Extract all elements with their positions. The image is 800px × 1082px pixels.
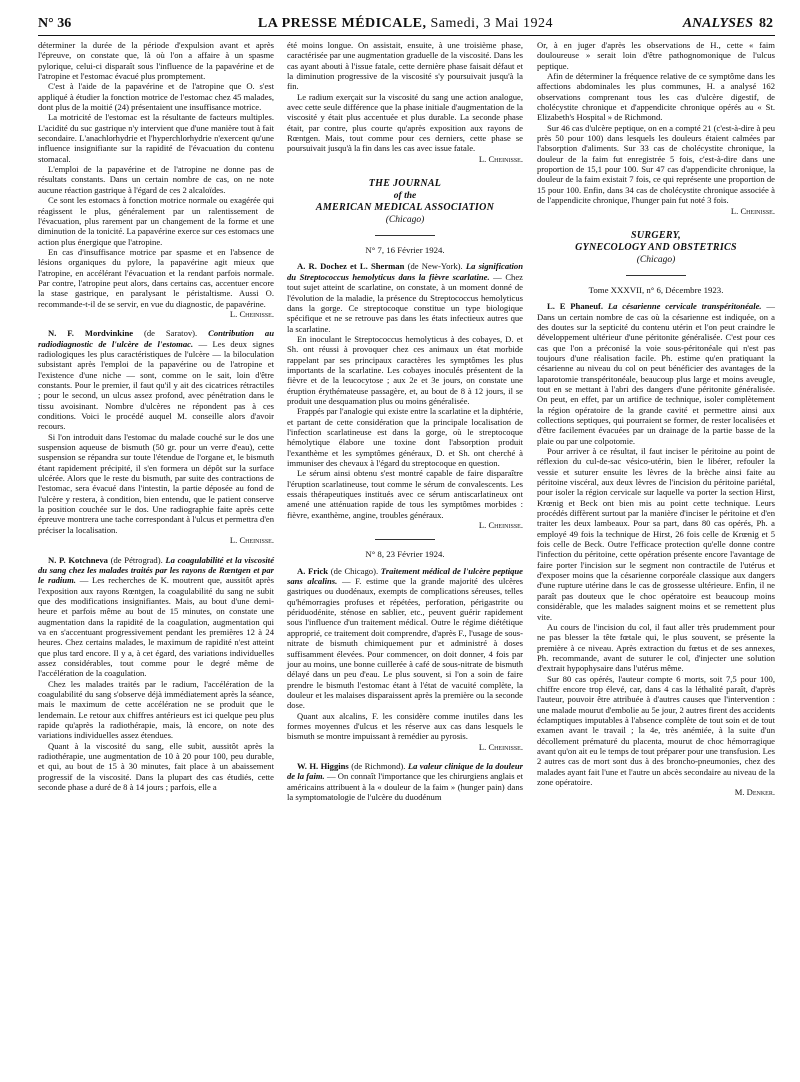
journal-heading-jama <box>287 178 523 226</box>
paragraph: Pour arriver à ce résultat, il faut inciser le péritoine au point de réflexion du cul-de-sac vésico-utérin, bien le libérer, refouler la vessie et suturer ensuite les lèvres de la brèche ainsi faite au péritoine viscéral, aux deux lèvres de l'incision du péritoine pariétal, pour isoler la région cervicale sur laquelle va porter la section Hirst, Krœnig et Beck ont bien mis au point cette technique. Leurs procédés diffèrent surtout par la manière d'inciser le péritoine et d'en traiter les deux lambeaux. Pour sa part, dans 80 cas opérés, Ph. a employé 49 fois la technique de Hirst, 26 fois celle de Krœnig et 5 fois celle de Beck. Outre l'efficace protection qu'elle donne contre l'infection du péritoine, cette opération présente encore l'avantage de faire porter l'incision sur le segment non contractile de l'utérus et d'exposer moins que la césarienne corporéale classique aux dangers d'une rupture utérine dans le cas de grossesse ultérieure. Enfin, il ne paraît pas douteux que le choc opératoire est beaucoup moins considérable, que les malades saignent moins et se remettent plus vite. <box>537 446 775 622</box>
issue-date: Samedi, 3 Mai 1924 <box>430 16 554 31</box>
article-text: — F. estime que la grande majorité des ulcères gastriques ou duodénaux, exempts de complications séreuses, telles qu'hémorragies profuses et répétées, perforation, périgastrite ou périduodénite, sténose en sablier, etc., peuvent guérir rapidement sous l'influence d'un traitement médical. Outre le régime diététique approprié, ce traitement doit comprendre, d'après F., l'usage de sous-nitrate de bismuth chimiquement pur et administré à doses suffisamment élevées. Pour commencer, on doit donner, 4 fois par jour au moins, une bonne cuillerée à café de sous-nitrate de bismuth délayé dans un peu d'eau. Le plus souvent, si l'on a soin de faire prendre le bismuth l'estomac étant à l'état de vacuité complète, la douleur et les malaises disparaissent après la première ou la seconde dose. <box>287 576 523 711</box>
journal-heading-line: of the <box>393 191 417 202</box>
article-title: La coagulabilité et la viscosité du sang chez les malades traités par les rayons de Rœntgen et par le radium. <box>38 554 275 586</box>
article-kotchneva <box>38 555 274 679</box>
signature: M. Denker. <box>734 787 775 798</box>
paragraph: Sur 46 cas d'ulcère peptique, on en a compté 21 (c'est-à-dire à peu près 50 pour 100) dans lesquels les douleurs étaient calmées par l'absorption d'aliments. Sur 33 cas de cholécystite chronique, la douleur de la faim fut enregistrée 5 fois, c'est-à-dire dans une proportion de 15,1 pour 100. Sur 47 cas d'appendicite chronique, la douleur de la faim existait 7 fois, ce qui représente une proportion de 15 pour 100. Enfin, dans 34 cas de cholécystite chronique associée à de l'appendicite chronique, l'hunger pain fut noté 3 fois. <box>537 122 775 206</box>
paragraph: Ce sont les estomacs à fonction motrice normale ou exagérée qui réagissent le plus, généralement par un ralentissement de l'évacuation, plus rarement par un changement de la forme et une diminution de la tonicité. La papavérine exerce sur ces estomacs une action plus énergique que l'atropine. <box>38 195 274 247</box>
article-author: A. Frick <box>297 565 329 576</box>
column-1 <box>38 40 274 792</box>
article-dochez <box>287 261 523 333</box>
article-author: N. P. Kotchneva <box>48 554 108 565</box>
article-title: La césarienne cervicale transpéritonéale. <box>603 301 762 312</box>
article-place: (de Richmond). <box>348 760 408 771</box>
journal-heading-line: (Chicago) <box>385 215 425 226</box>
article-title: Contribution au radiodiagnostic de l'ulcère de l'estomac. <box>38 328 274 349</box>
article-mordvinkine <box>38 328 274 431</box>
signature: L. Cheinisse. <box>229 535 274 546</box>
signature: L. Cheinisse. <box>478 153 523 164</box>
article-place: (de Chicago). <box>328 565 381 576</box>
paragraph: Or, à en juger d'après les observations de H., cette « faim douloureuse » serait loin d'être pathognomonique de l'ulcus peptique. <box>537 40 775 71</box>
article-frick <box>287 566 523 711</box>
paragraph: Chez les malades traités par le radium, l'accélération de la coagulabilité du sang s'observe déjà immédiatement après la séance, mais le maximum de cette accélération ne se produit que le lendemain. Le retour aux chiffres antérieurs est ici quelque peu plus rapide qu'après la radiothérapie, mais, là encore, on note des variations individuelles assez étendues. <box>38 678 274 741</box>
article-text: — Les recherches de K. moutrent que, aussitôt après l'exposition aux rayons Rœntgen, la coagulabilité du sang ne subit que des modifications insignifiantes. Mais, au bout d'une demi-heure et parfois même au bout de 15 minutes, on constate une augmentation dans la rapidité de la coagulation, augmentation qui va en s'accentuant progressivement pendant les premières 12 à 24 heures. Chez certains malades, le maximum de rapidité n'est atteint que plus tard encore. Il y a, à cet égard, des variations individuelles assez considérables, tout comme pour le degré même de l'accélération de la coagulation. <box>38 575 275 679</box>
article-author: W. H. Higgins <box>297 760 349 771</box>
page-header <box>38 14 773 36</box>
header-rule <box>38 35 775 36</box>
article-author: L. E Phaneuf. <box>547 301 604 312</box>
paragraph: La motricité de l'estomac est la résultante de facteurs multiples. L'acidité du suc gastrique n'y intervient que d'une manière tout à fait secondaire. L'anachlorhydrie et l'hyperchlorhydrie n'exercent qu'une influence insignifiante sur la rapidité de l'évacuation du contenu stomacal. <box>38 112 274 164</box>
article-higgins <box>287 761 523 802</box>
journal-heading-line: (Chicago) <box>636 254 676 265</box>
column-3 <box>537 40 775 798</box>
article-phaneuf <box>537 301 775 446</box>
paragraph: Le sérum ainsi obtenu s'est montré capable de faire disparaître l'éruption scarlatineuse, tout comme le sérum de convalescents. Les essais thérapeutiques institués avec ce sérum antiscarlatineux ont amené une atténuation rapide de tous les symptômes morbides : fièvre, exanthème, angine, troubles généraux. <box>287 468 523 520</box>
issue-number: N° 36 <box>38 16 72 31</box>
masthead <box>38 16 773 32</box>
article-author: N. F. Mordvinkine <box>48 328 134 339</box>
journal-heading-line: SURGERY, <box>631 229 681 241</box>
article-place: (de Saratov). <box>133 328 209 339</box>
article-text: — On connaît l'importance que les chirurgiens anglais et américains attribuent à la « douleur de la faim » (hunger pain) dans la symptomatologie de l'ulcère du duodénum <box>287 771 523 802</box>
paragraph: déterminer la durée de la période d'expulsion avant et après l'épreuve, on constate que, là où l'on a affaire à un spasme pylorique, celui-ci disparaît sous l'influence de la papavérine et de l'atropine et l'estomac évacué plus promptement. <box>38 40 274 82</box>
signature: L. Cheinisse. <box>478 520 523 531</box>
signature: L. Cheinisse. <box>730 205 775 216</box>
issue-heading: Tome XXXVII, n° 6, Décembre 1923. <box>588 284 724 295</box>
divider <box>375 539 435 540</box>
article-author: A. R. Dochez et L. Sherman <box>297 261 405 272</box>
paragraph: Si l'on introduit dans l'estomac du malade couché sur le dos une suspension aqueuse de bismuth (50 gr. pour un verre d'eau), cette suspension se répandra sur toute l'étendue de l'organe et, le bismuth étant rapidement précipité, il s'en formera un dépôt sur la surface ulcérée. Alors que le reste du bismuth, par suite des contractions de l'estomac, sera évacué dans l'intestin, la partie déposée au fond de l'ulcère y restera, à condition, bien entendu, que le patient conserve la position couchée sur le dos. Une radiographie faite après cette épreuve montrera une tache correspondant à l'ulcus et permettra d'en préciser la localisation. <box>38 431 274 535</box>
journal-heading-line: AMERICAN MEDICAL ASSOCIATION <box>315 202 495 214</box>
signature: L. Cheinisse. <box>229 308 274 319</box>
paragraph: été moins longue. On assistait, ensuite, à une troisième phase, caractérisée par une augmentation graduelle de la viscosité. Dans les cas ayant abouti à l'issue fatale, cette dernière phase faisait défaut et la diminution progressive de la viscosité s'y poursuivait jusqu'à la fin. <box>287 40 523 92</box>
journal-heading-line: THE JOURNAL <box>368 178 442 190</box>
paragraph: C'est à l'aide de la papavérine et de l'atropine que O. s'est appliqué à étudier la fonction motrice de l'estomac chez 45 malades, dont plus de la moitié (24) présentaient une insuffisance motrice. <box>38 81 274 113</box>
paragraph: En cas d'insuffisance motrice par spasme et en l'absence de lésions organiques du pylore, la papavérine agit mieux que l'atropine, en accélérant l'évacuation et la rendant parfois normale. Par contre, l'atropine peut alors, dans certains cas, accentuer encore la stase gastrique, en paralysant le péristaltisme. Aussi O. recommande-t-il de se servir, en vue du diagnostic, de papavérine. <box>38 246 274 309</box>
column-2 <box>287 40 523 802</box>
paragraph: L'emploi de la papavérine et de l'atropine ne donne pas de résultats constants. Dans un certain nombre de cas, on ne note aucune réaction gastrique à l'égard de ces 2 alcaloïdes. <box>38 164 274 195</box>
section-name: ANALYSES <box>682 16 753 31</box>
journal-title: LA PRESSE MÉDICALE, <box>257 16 427 31</box>
article-title: Traitement médical de l'ulcère peptique sans alcalins. <box>287 565 523 587</box>
article-text: — Dans un certain nombre de cas où la césarienne est indiquée, on a des doutes sur la septicité du contenu utérin et l'on peut craindre le développement ultérieur d'une péritonite généralisée. C'est pour ces cas que l'on a préconisé la voie sous-péritonéale qui n'est pas toujours d'une réalisation facile. Ph. estime qu'en pratiquant la césarienne au niveau du col on peut bénéficier des avantages de la laparotomie transpéritonéale, beaucoup plus large et moins aveugle, tout en se mettant à l'abri des dangers d'une péritonite généralisée. On peut, en effet, par un artifice de technique, isoler complètement la région opératoire de la grande cavité et permettre ainsi aux collections septiques, qui pourraient se former, de rester localisées et d'être facilement évacuées par un drainage de la partie basse de la plaie ou par une colpotomie. <box>537 301 775 446</box>
article-title: La signification du Streptococcus hemolyticus dans la fièvre scarlatine. <box>287 261 523 282</box>
section-label <box>683 16 773 32</box>
paragraph: Sur 80 cas opérés, l'auteur compte 6 morts, soit 7,5 pour 100, chiffre encore trop élevé, car, dans 4 cas la léthalité paraît, d'après l'auteur, pouvoir être attribuée à d'autres causes que l'intervention : une malade mourut d'embolie au 5e jour, 2 autres firent des accidents éclamptiques imputables à l'absence complète de tout soin et de tout examen avant le travail ; la 4e, très anémiée, à la suite d'un décollement prématuré du placenta, mourut de choc hémorragique avant qu'on ait eu le temps de tout préparer pour une transfusion. Les 2 autres cas de mort sont dus à des broncho-pneumonies, chez des malades ayant fait l'une et l'autre un abcès secondaire au niveau de la zone opératoire. <box>537 673 775 787</box>
journal-heading-surgery <box>537 230 775 266</box>
paragraph: Le radium exerçait sur la viscosité du sang une action analogue, avec cette seule différence que la phase initiale d'augmentation de la viscosité y était plus accentuée et plus durable. La seconde phase était, par contre, plus courte qu'après exposition aux rayons de Rœntgen. Mais, tout comme pour ces derniers, cette phase se poursuivait jusqu'à la fin dans les cas avec issue fatale. <box>287 91 523 154</box>
article-place: (de Pétrograd). <box>107 554 166 565</box>
paragraph: Au cours de l'incision du col, il faut aller très prudemment pour ne pas blesser la tête fœtale qui, le plus souvent, se présente la première à ce niveau. Après extraction du fœtus et de ses annexes, Ph. recommande, avant de suturer le col, d'injecter une solution d'extrait hypophysaire dans l'utérus même. <box>537 621 775 674</box>
issue-heading: N° 8, 23 Février 1924. <box>365 549 445 560</box>
article-place: (de New-York). <box>404 261 466 272</box>
page-number: 82 <box>759 16 773 31</box>
paragraph: En inoculant le Streptococcus hemolyticus à des cobayes, D. et Sh. ont réussi à provoquer chez ces animaux un état morbide rappelant par ses principaux caractères les symptômes les plus importants de la scarlatine. Les cobayes inoculés présentent de la fièvre et de la leucocytose ; aux 2e et 3e jours, on constate une éruption érythémateuse passagère, et, au bout de 8 à 12 jours, il se produit une desquamation plus ou moins généralisée. <box>287 333 523 406</box>
article-text: — Les deux signes radiologiques les plus caractéristiques de l'ulcère — la biloculation subsistant après l'emploi de la papavérine ou de l'atropine et l'existence d'une niche — sont, comme on le sait, loin d'être constants. Pour le premier, il faut qu'il y ait des cicatrices rétractiles ; pour le second, un ulcus assez profond, avec pénétration dans le tissu avoisinant. Nombre d'ulcères ne répondent pas à ces conditions. Voici le procédé auquel M. conseille alors d'avoir recours. <box>38 338 274 432</box>
paragraph: Frappés par l'analogie qui existe entre la scarlatine et la diphtérie, et partant de cette considération que la principale localisation de l'infection scarlatineuse est dans la gorge, où le streptocoque hémolytique élabore une toxine dont l'absorption produit l'exanthème et les symptômes généraux, D. et Sh. ont cherché à immuniser des chevaux à l'égard du streptocoque en question. <box>287 406 523 468</box>
paragraph: Quant aux alcalins, F. les considère comme inutiles dans les formes moyennes d'ulcus et les réserve aux cas dans lesquels le bismuth se montre impuissant à remédier au pyrosis. <box>287 710 523 742</box>
divider <box>626 275 686 276</box>
journal-heading-line: GYNECOLOGY AND OBSTETRICS <box>575 241 737 253</box>
issue-heading: N° 7, 16 Février 1924. <box>365 245 445 256</box>
article-title: La valeur clinique de la douleur de la faim. <box>287 760 524 782</box>
paragraph: Quant à la viscosité du sang, elle subit, aussitôt après la radiothérapie, une augmentation de 10 à 20 pour 100, peu durable, et qui, au bout de 15 à 30 minutes, fait place à un abaissement progressif de la viscosité. Dans la plupart des cas étudiés, cette seconde phase a duré de 8 à 14 jours ; parfois, elle a <box>38 740 274 793</box>
signature: L. Cheinisse. <box>478 741 523 752</box>
article-text: — Chez tout sujet atteint de scarlatine, on constate, à un moment donné de l'évolution de la maladie, la présence du Streptococcus hemolyticus dans la gorge. Ce streptocoque constitue un type biologique spécifique et ne se retrouve pas dans les états infectieux autres que la scarlatine. <box>287 271 523 334</box>
divider <box>375 235 435 236</box>
paragraph: Afin de déterminer la fréquence relative de ce symptôme dans les affections abdominales les plus communes, H. a analysé 162 observations comprenant tous les cas d'ulcère digestif, de cholécystite chronique et d'appendicite chronique opérés au « St. Elizabeth's Hospital » de Richmond. <box>537 71 775 123</box>
